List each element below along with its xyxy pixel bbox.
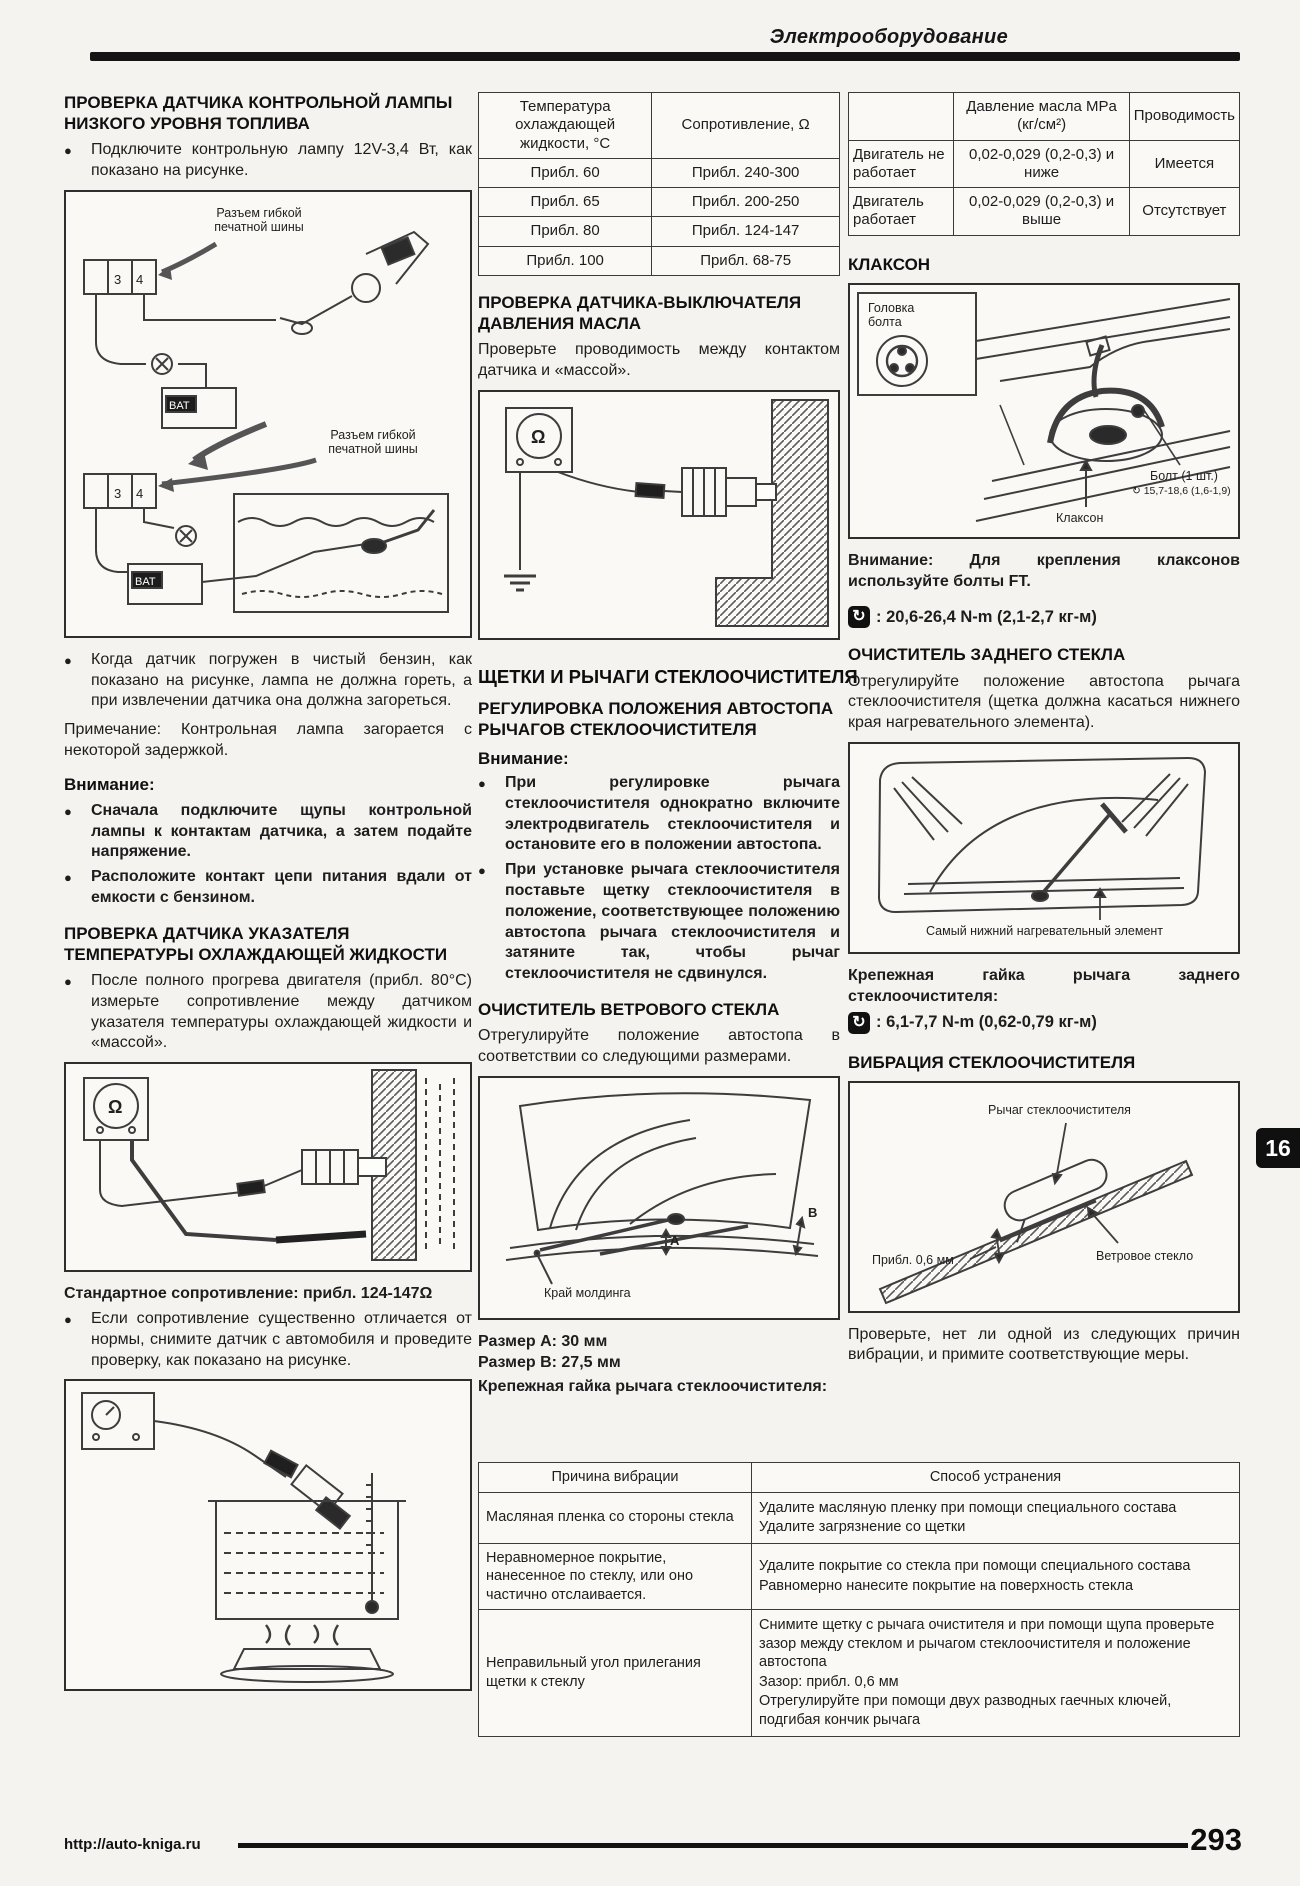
table-row (479, 158, 840, 187)
bullet-icon (64, 140, 91, 182)
fix-line: Удалите загрязнение со щетки (759, 1519, 966, 1536)
beaker-test-diagram (66, 1381, 470, 1685)
vibration-table-wrap (478, 1462, 1240, 1737)
flex-bus-connector-label: Разъем гибкой печатной шины (328, 427, 418, 457)
heading-fuel-lamp-check: ПРОВЕРКА ДАТЧИКА КОНТРОЛЬНОЙ ЛАМПЫ НИЗКОГО УРОВНЯ ТОПЛИВА (64, 93, 453, 134)
front-nut-torque (848, 606, 1240, 628)
note-text: Примечание: Контрольная лампа загорается с некоторой задержкой. (64, 721, 472, 759)
dimension-b-label: B (808, 1204, 818, 1220)
cell: Прибл. 65 (479, 188, 652, 217)
bullet-icon (64, 867, 91, 909)
heading-autostop-adjustment: РЕГУЛИРОВКА ПОЛОЖЕНИЯ АВТОСТОПА РЫЧАГОВ СТЕКЛООЧИСТИТЕЛЯ (478, 698, 834, 739)
bolt-label: Болт (1 шт.) (1150, 468, 1218, 483)
rear-window-diagram (850, 744, 1236, 948)
oil-switch-text: Проверьте проводимость между контактом датчика и «массой». (478, 341, 840, 380)
bullet-item (64, 650, 472, 712)
bullet-text: Подключите контрольную лампу 12V-3,4 Вт, как показано на рисунке. (91, 141, 472, 179)
cell: 0,02-0,029 (0,2-0,3) и ниже (954, 140, 1129, 188)
bolt-head-label: Головка болта (868, 300, 915, 330)
fix-cell (752, 1610, 1240, 1736)
heading-windshield-wiper: ОЧИСТИТЕЛЬ ВЕТРОВОГО СТЕКЛА (478, 1000, 780, 1020)
figure-coolant-sensor (64, 1062, 472, 1272)
footer-rule (238, 1843, 1188, 1848)
coolant-resistance-table (478, 92, 840, 276)
col-header: Способ устранения (752, 1463, 1240, 1493)
bullet-item (64, 971, 472, 1054)
col-header: Причина вибрации (479, 1463, 752, 1493)
bullet-item (64, 801, 472, 863)
cell: Имеется (1129, 140, 1239, 188)
bullet-text: Когда датчик погружен в чистый бензин, как показано на рисунке, лампа не должна гореть, а при извлечении датчика она должна загореться. (91, 650, 472, 710)
heading-rear-wiper: ОЧИСТИТЕЛЬ ЗАДНЕГО СТЕКЛА (848, 645, 1126, 665)
figure-rear-window (848, 742, 1240, 954)
oil-switch-diagram (480, 392, 836, 634)
bullet-icon (478, 773, 505, 856)
fix-line: Снимите щетку с рычага очистителя и при помощи щупа проверьте зазор между стеклом и рычагом стеклоочистителя и положение автостопа (759, 1617, 1215, 1671)
table-row (849, 140, 1240, 188)
torque-icon: ↻ (848, 606, 870, 628)
gap-label: Прибл. 0,6 мм (872, 1252, 954, 1267)
fix-line: Удалите масляную пленку при помощи специального состава (759, 1499, 1177, 1516)
col-header-empty (849, 93, 954, 141)
pin-4-label: 4 (136, 271, 144, 287)
section-heading-wiper-blades-arms: ЩЕТКИ И РЫЧАГИ СТЕКЛООЧИСТИТЕЛЯ (478, 665, 858, 687)
pin-4-label: 4 (136, 485, 144, 501)
cause-cell: Неправильный угол прилегания щетки к стеклу (479, 1610, 752, 1736)
column-right (848, 92, 1240, 1370)
fix-line: Зазор: прибл. 0,6 мм (759, 1673, 899, 1690)
wiper-arm-label: Рычаг стеклоочистителя (988, 1102, 1131, 1117)
cell: Прибл. 100 (479, 246, 652, 275)
column-middle (478, 92, 858, 1402)
footer-site-url: http://auto-kniga.ru (64, 1836, 201, 1853)
figure-horn-mounting (848, 283, 1240, 539)
cell: Двигатель не работает (849, 140, 954, 188)
battery-label: BAT (169, 399, 190, 412)
bullet-text: При регулировке рычага стеклоочистителя однократно включите электродвигатель стеклоочистителя и остановите его в положении автостопа. (505, 774, 840, 854)
cell: Отсутствует (1129, 188, 1239, 236)
horn-label: Клаксон (1056, 510, 1104, 525)
cell: 0,02-0,029 (0,2-0,3) и выше (954, 188, 1129, 236)
figure-sensor-beaker-test (64, 1379, 472, 1691)
bullet-icon (64, 1309, 91, 1371)
attention-heading: Внимание: (478, 748, 569, 768)
heading-oil-pressure-switch: ПРОВЕРКА ДАТЧИКА-ВЫКЛЮЧАТЕЛЯ ДАВЛЕНИЯ МАСЛА (478, 293, 802, 334)
oil-pressure-table (848, 92, 1240, 236)
battery-label: BAT (135, 575, 156, 588)
cell: Прибл. 60 (479, 158, 652, 187)
bullet-icon (478, 860, 505, 985)
cell: Двигатель работает (849, 188, 954, 236)
rear-nut-torque (848, 1012, 1240, 1034)
standard-resistance-text: Стандартное сопротивление: прибл. 124-147Ω (64, 1285, 433, 1303)
vibration-cause-table (478, 1462, 1240, 1737)
size-a-text: Размер А: 30 мм (478, 1332, 608, 1350)
col-header: Температура охлаждающей жидкости, °С (479, 93, 652, 159)
bullet-text: Если сопротивление существенно отличается от нормы, снимите датчик с автомобиля и проведите проверку, как показано на рисунке. (91, 1309, 472, 1369)
col-header: Давление масла MPa (кг/см²) (954, 93, 1129, 141)
heading-horn: КЛАКСОН (848, 254, 931, 274)
lowest-heater-element-label: Самый нижний нагревательный элемент (926, 923, 1164, 938)
torque-icon: ↻ (848, 1012, 870, 1034)
ohm-symbol: Ω (108, 1097, 123, 1118)
footer-page-number: 293 (1190, 1822, 1242, 1857)
ohm-symbol: Ω (531, 426, 546, 447)
cell: Прибл. 124-147 (652, 217, 840, 246)
bullet-text: Расположите контакт цепи питания вдали от емкости с бензином. (91, 868, 472, 906)
heading-wiper-vibration: ВИБРАЦИЯ СТЕКЛООЧИСТИТЕЛЯ (848, 1052, 1136, 1072)
front-wiper-nut-label: Крепежная гайка рычага стеклоочистителя: (478, 1378, 828, 1396)
table-row (479, 1492, 1240, 1543)
cell: Прибл. 68-75 (652, 246, 840, 275)
bullet-text: После полного прогрева двигателя (прибл. 80°С) измерьте сопротивление между датчиком указателя температуры охлаждающей жидкости и «массой». (91, 971, 472, 1052)
bullet-icon (64, 650, 91, 712)
horn-attention-text: Внимание: Для крепления клаксонов используйте болты FT. (848, 551, 1240, 590)
col-header: Сопротивление, Ω (652, 93, 840, 159)
fix-cell (752, 1492, 1240, 1543)
header-rule (90, 52, 1240, 61)
table-row (479, 217, 840, 246)
pin-3-label: 3 (114, 271, 122, 287)
fix-line: Отрегулируйте при помощи двух разводных гаечных ключей, подгибая кончик рычага (759, 1693, 1172, 1729)
bullet-icon (64, 801, 91, 863)
cell: Прибл. 80 (479, 217, 652, 246)
bullet-icon (64, 971, 91, 1054)
table-row (479, 1543, 1240, 1610)
page-title: Электрооборудование (769, 26, 1008, 48)
table-row (849, 188, 1240, 236)
bullet-item (64, 867, 472, 909)
column-left (64, 92, 472, 1703)
col-header: Проводимость (1129, 93, 1239, 141)
cause-cell: Масляная пленка со стороны стекла (479, 1492, 752, 1543)
rear-wiper-text: Отрегулируйте положение автостопа рычага стеклоочистителя (щетка должна касаться нижнего края нагревательного элемента). (848, 672, 1240, 732)
bullet-item (478, 860, 840, 985)
coolant-sensor-diagram (66, 1064, 470, 1266)
torque-value: : 20,6-26,4 N-m (2,1-2,7 кг-м) (876, 607, 1097, 626)
bolt-torque-label: ↻ 15,7-18,6 (1,6-1,9) (1132, 484, 1231, 497)
fix-line: Равномерно нанесите покрытие на поверхность стекла (759, 1577, 1134, 1594)
bullet-text: При установке рычага стеклоочистителя поставьте щетку стеклоочистителя в положение, соответствующее положению автостопа рычага стеклоочистителя и затяните так, чтобы рычаг стеклоочистителя не сдвинулся. (505, 861, 840, 983)
bullet-item (478, 773, 840, 856)
molding-edge-label: Край молдинга (544, 1285, 631, 1300)
rear-nut-label: Крепежная гайка рычага заднего стеклоочистителя: (848, 966, 1240, 1005)
cell: Прибл. 240-300 (652, 158, 840, 187)
fix-line: Удалите покрытие со стекла при помощи специального состава (759, 1558, 1191, 1575)
heading-coolant-sensor-check: ПРОВЕРКА ДАТЧИКА УКАЗАТЕЛЯ ТЕМПЕРАТУРЫ ОХЛАЖДАЮЩЕЙ ЖИДКОСТИ (64, 923, 448, 964)
chapter-tab: 16 (1256, 1128, 1300, 1168)
windshield-wiper-text: Отрегулируйте положение автостопа в соответствии со следующими размерами. (478, 1027, 840, 1065)
figure-windshield-dimensions (478, 1076, 840, 1320)
torque-value: : 6,1-7,7 N-m (0,62-0,79 кг-м) (876, 1013, 1097, 1032)
pin-3-label: 3 (114, 485, 122, 501)
table-row (479, 188, 840, 217)
figure-wiper-vibration (848, 1081, 1240, 1313)
bullet-item (64, 1309, 472, 1371)
figure-fuel-sender-test (64, 190, 472, 638)
windshield-diagram (480, 1078, 836, 1314)
cause-cell: Неравномерное покрытие, нанесенное по стеклу, или оно частично отслаивается. (479, 1543, 752, 1610)
attention-heading: Внимание: (64, 774, 155, 794)
size-b-text: Размер В: 27,5 мм (478, 1353, 621, 1371)
bullet-item (64, 140, 472, 182)
vibration-check-text: Проверьте, нет ли одной из следующих причин вибрации, и примите соответствующие меры. (848, 1325, 1240, 1364)
table-row (479, 246, 840, 275)
bullet-text: Сначала подключите щупы контрольной лампы к контактам датчика, а затем подайте напряжение. (91, 801, 472, 861)
fuel-sender-diagram (66, 192, 470, 632)
figure-oil-pressure-switch (478, 390, 840, 640)
fix-cell (752, 1543, 1240, 1610)
cell: Прибл. 200-250 (652, 188, 840, 217)
windshield-glass-label: Ветровое стекло (1096, 1248, 1194, 1263)
dimension-a-label: A (670, 1232, 680, 1248)
flex-bus-connector-label: Разъем гибкой печатной шины (214, 205, 304, 235)
table-row (479, 1610, 1240, 1736)
